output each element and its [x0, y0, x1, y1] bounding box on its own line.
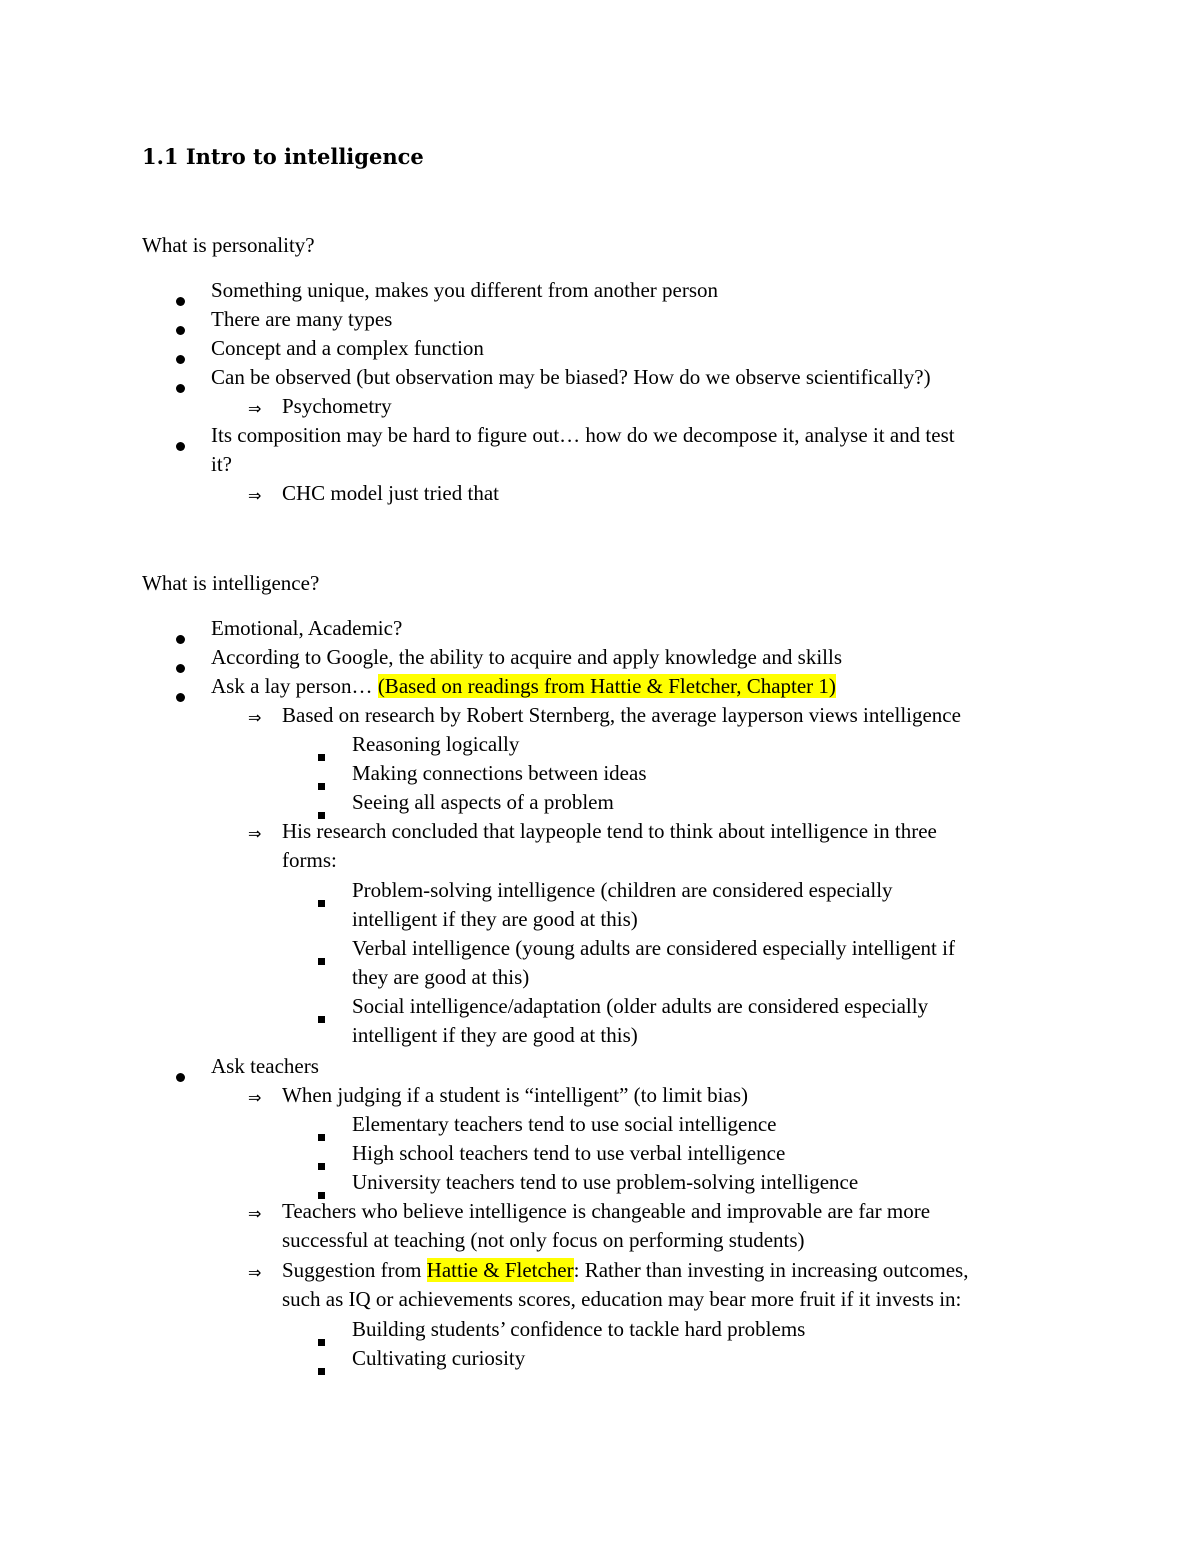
sub-item-text: : Rather than investing in increasing outcomes, [573, 1258, 969, 1282]
bullet-icon [176, 1061, 185, 1090]
sub-item: When judging if a student is “intelligent” (to limit bias) [282, 1083, 748, 1107]
sub-sub-item: Elementary teachers tend to use social intelligence [352, 1112, 777, 1136]
sub-sub-item-continuation: intelligent if they are good at this) [352, 907, 638, 931]
sub-sub-item: Making connections between ideas [352, 761, 647, 785]
arrow-icon: ⇒ [248, 399, 262, 418]
arrow-icon: ⇒ [248, 824, 262, 843]
square-bullet-icon [318, 1149, 325, 1178]
list-item: According to Google, the ability to acquire and apply knowledge and skills [211, 645, 843, 669]
sub-sub-item: Seeing all aspects of a problem [352, 790, 614, 814]
sub-item-continuation: such as IQ or achievements scores, education may bear more fruit if it invests in: [282, 1287, 962, 1311]
list-item [211, 672, 836, 701]
bullet-icon [176, 314, 185, 343]
list-item: There are many types [211, 307, 393, 331]
section-heading-personality: What is personality? [142, 233, 315, 257]
bullet-icon [176, 343, 185, 372]
sub-item: Teachers who believe intelligence is changeable and improvable are far more [282, 1199, 931, 1223]
square-bullet-icon [318, 1325, 325, 1354]
square-bullet-icon [318, 1354, 325, 1383]
list-item: Something unique, makes you different from another person [211, 278, 718, 302]
sub-sub-item: Cultivating curiosity [352, 1346, 526, 1370]
square-bullet-icon [318, 769, 325, 798]
bullet-icon [176, 372, 185, 401]
bullet-icon [176, 652, 185, 681]
bullet-icon [176, 681, 185, 710]
sub-item-continuation: successful at teaching (not only focus on performing students) [282, 1228, 805, 1252]
sub-sub-item-continuation: intelligent if they are good at this) [352, 1023, 638, 1047]
arrow-icon: ⇒ [248, 1263, 262, 1282]
sub-sub-item: Reasoning logically [352, 732, 520, 756]
list-item: Ask teachers [211, 1054, 319, 1078]
square-bullet-icon [318, 740, 325, 769]
list-item-continuation: it? [211, 452, 232, 476]
sub-item-text: Suggestion from [282, 1258, 427, 1282]
arrow-icon: ⇒ [248, 486, 262, 505]
sub-sub-item: Verbal intelligence (young adults are considered especially intelligent if [352, 936, 955, 960]
page-title: 1.1 Intro to intelligence [142, 144, 424, 169]
sub-sub-item: High school teachers tend to use verbal intelligence [352, 1141, 786, 1165]
list-item-text: Ask a lay person… [211, 674, 378, 698]
list-item: Concept and a complex function [211, 336, 484, 360]
sub-item-continuation: forms: [282, 848, 337, 872]
square-bullet-icon [318, 944, 325, 973]
square-bullet-icon [318, 1120, 325, 1149]
bullet-icon [176, 623, 185, 652]
square-bullet-icon [318, 886, 325, 915]
list-item: Its composition may be hard to figure out… how do we decompose it, analyse it and test [211, 423, 955, 447]
highlighted-citation: Hattie & Fletcher [426, 1258, 574, 1282]
arrow-icon: ⇒ [248, 708, 262, 727]
list-item: Emotional, Academic? [211, 616, 403, 640]
sub-item [282, 1256, 968, 1285]
sub-sub-item: Social intelligence/adaptation (older adults are considered especially [352, 994, 929, 1018]
section-heading-intelligence: What is intelligence? [142, 571, 320, 595]
list-item: Can be observed (but observation may be biased? How do we observe scientifically?) [211, 365, 931, 389]
sub-sub-item: Building students’ confidence to tackle hard problems [352, 1317, 806, 1341]
bullet-icon [176, 285, 185, 314]
highlighted-citation: (Based on readings from Hattie & Fletcher, Chapter 1) [377, 674, 836, 698]
sub-sub-item-continuation: they are good at this) [352, 965, 530, 989]
sub-item: His research concluded that laypeople tend to think about intelligence in three [282, 819, 937, 843]
arrow-icon: ⇒ [248, 1088, 262, 1107]
sub-item: Psychometry [282, 394, 392, 418]
square-bullet-icon [318, 1002, 325, 1031]
sub-sub-item: University teachers tend to use problem-solving intelligence [352, 1170, 859, 1194]
sub-item: CHC model just tried that [282, 481, 499, 505]
sub-item: Based on research by Robert Sternberg, the average layperson views intelligence [282, 703, 961, 727]
arrow-icon: ⇒ [248, 1204, 262, 1223]
sub-sub-item: Problem-solving intelligence (children are considered especially [352, 878, 893, 902]
bullet-icon [176, 430, 185, 459]
